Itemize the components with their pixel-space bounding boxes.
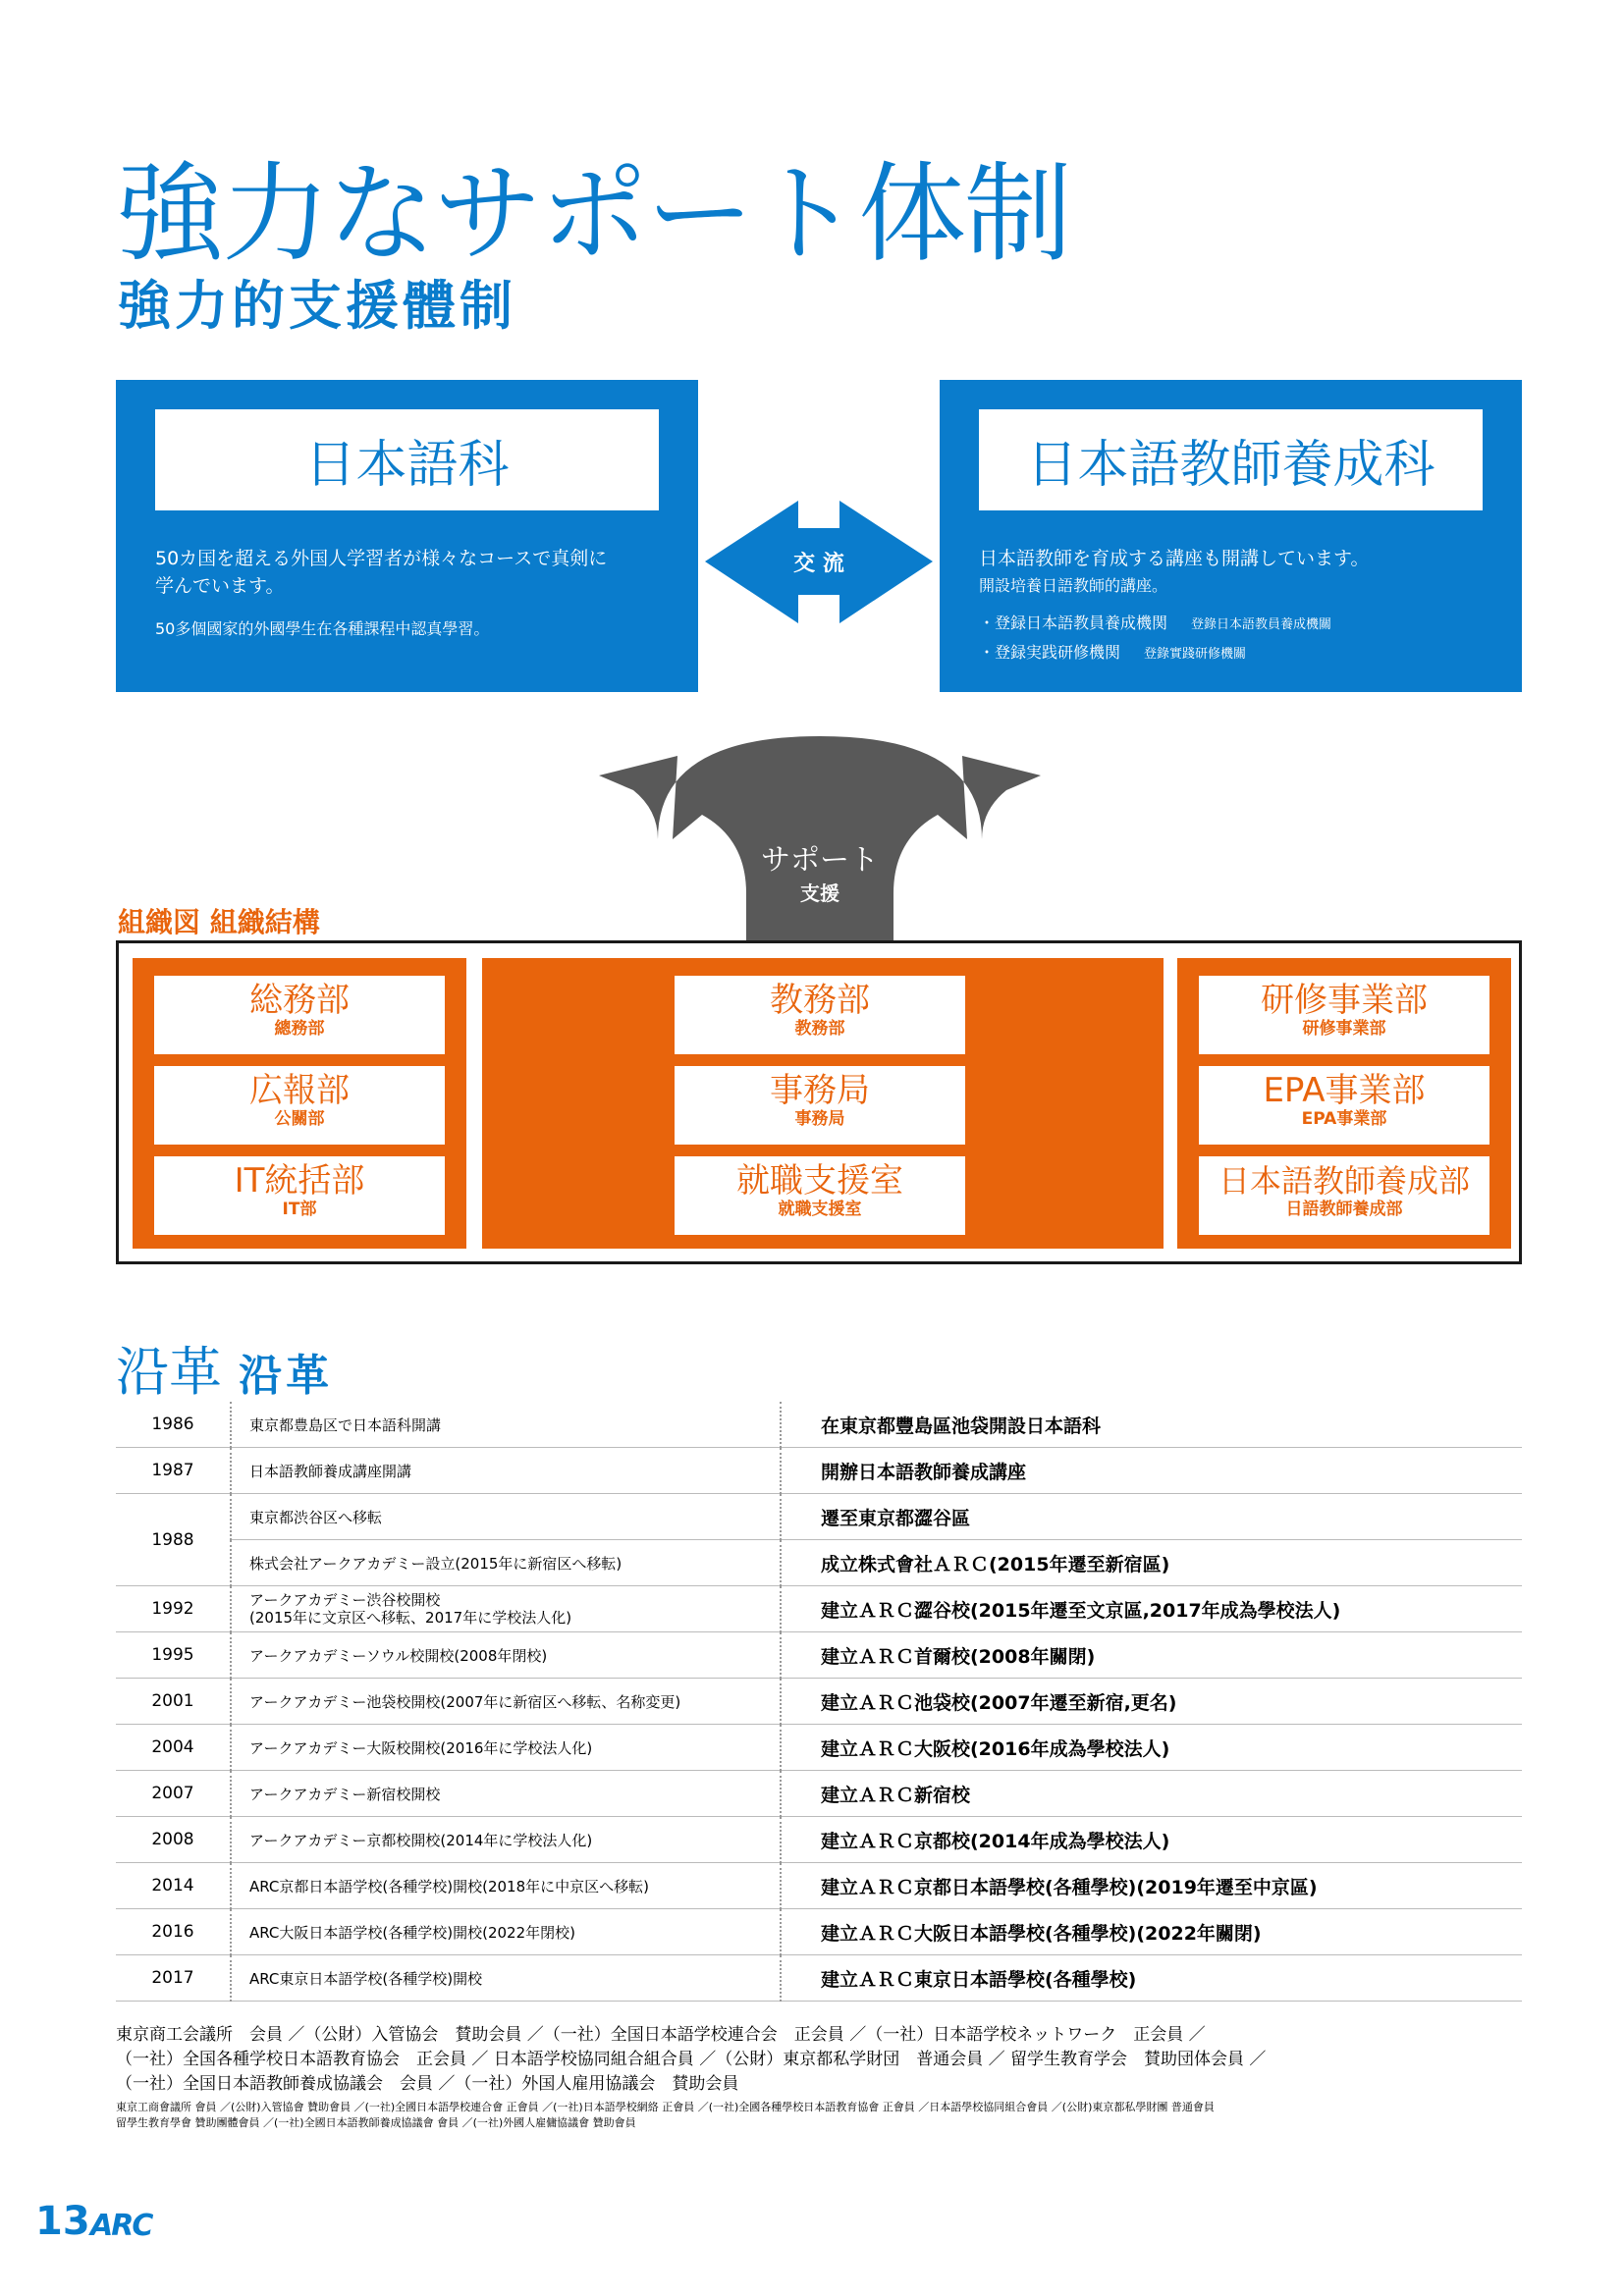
table-row: 2016 ARC大阪日本語学校(各種学校)開校(2022年閉校) 建立ＡＲＣ大阪日本語學校(各種學校)(2022年關閉) [116, 1909, 1522, 1955]
page-number: 13 [35, 2199, 90, 2244]
dept-secretariat: 事務局 事務局 [675, 1066, 965, 1145]
membership-line-1: 東京商工会議所 会員 ／（公財）入管協会 賛助会員 ／（一社）全国日本語学校連合会 正会員 ／（一社）日本語学校ネットワーク 正会員 ／ [116, 2025, 1206, 2045]
table-row: 1992 アークアカデミー渋谷校開校 (2015年に文京区へ移転、2017年に学校法人化) 建立ＡＲＣ澀谷校(2015年遷至文京區,2017年成為學校法人) [116, 1586, 1522, 1632]
table-row: 2004 アークアカデミー大阪校開校(2016年に学校法人化) 建立ＡＲＣ大阪校(2016年成為學校法人) [116, 1725, 1522, 1771]
history-heading: 沿革 沿革 [116, 1341, 334, 1403]
table-row: 1987 日本語教師養成講座開講 開辦日本語教師養成講座 [116, 1448, 1522, 1494]
dept-public-relations: 広報部 公關部 [154, 1066, 445, 1145]
japanese-dept-heading: 日本語科 [155, 409, 659, 510]
table-row: 1995 アークアカデミーソウル校開校(2008年閉校) 建立ＡＲＣ首爾校(2008年關閉) [116, 1632, 1522, 1679]
page-subtitle: 強力的支援體制 [118, 275, 516, 337]
teacher-training-heading: 日本語教師養成科 [979, 409, 1483, 510]
dept-training: 研修事業部 研修事業部 [1199, 976, 1489, 1054]
history-table [116, 1402, 1522, 2002]
arc-logo: ARC [90, 2209, 152, 2243]
membership-line-4: 東京工商會議所 會員 ／(公財)入管協會 贊助會員 ／(一社)全國日本語學校連合會 正會員 ／(一社)日本語學校網絡 正會員 ／(一社)全國各種學校日本語教育協會 正會員 ／日本語學校協同組合會員 ／(公財)東京都私學財團 普通會員 [116, 2101, 1215, 2113]
membership-line-2: （一社）全国各種学校日本語教育協会 正会員 ／ 日本語学校協同組合組合員 ／（公財）東京都私学財団 普通会員 ／ 留学生教育学会 賛助団体会員 ／ [116, 2050, 1267, 2069]
table-row: 2014 ARC京都日本語学校(各種学校)開校(2018年に中京区へ移転) 建立ＡＲＣ京都日本語學校(各種學校)(2019年遷至中京區) [116, 1863, 1522, 1909]
table-row: 株式会社アークアカデミー設立(2015年に新宿区へ移転) 成立株式會社ＡＲＣ(2015年遷至新宿區) [116, 1540, 1522, 1586]
table-row: 2001 アークアカデミー池袋校開校(2007年に新宿区へ移転、名称変更) 建立ＡＲＣ池袋校(2007年遷至新宿,更名) [116, 1679, 1522, 1725]
org-chart-heading: 組織図 組織結構 [118, 906, 320, 938]
membership-line-5: 留學生教育學會 贊助團體會員 ／(一社)全國日本語教師養成協議會 會員 ／(一社)外國人雇傭協議會 贊助會員 [116, 2116, 636, 2129]
table-row: 1988 東京都渋谷区へ移転 遷至東京都澀谷區 [116, 1494, 1522, 1540]
dept-epa: EPA事業部 EPA事業部 [1199, 1066, 1489, 1145]
table-row: 1986 東京都豊島区で日本語科開講 在東京都豐島區池袋開設日本語科 [116, 1402, 1522, 1448]
table-row: 2007 アークアカデミー新宿校開校 建立ＡＲＣ新宿校 [116, 1771, 1522, 1817]
dept-teacher-training: 日本語教師養成部 日語教師養成部 [1199, 1156, 1489, 1235]
teacher-training-text: 日本語教師を育成する講座も開講しています。 開設培養日語教師的講座。 ・登録日本語教員養成機関 登錄日本語教員養成機關 ・登録実践研修機関 登錄實踐研修機關 [979, 548, 1370, 662]
table-row: 2008 アークアカデミー京都校開校(2014年に学校法人化) 建立ＡＲＣ京都校(2014年成為學校法人) [116, 1817, 1522, 1863]
support-label: サポート 支援 [761, 843, 879, 905]
exchange-label: 交 流 [793, 552, 844, 576]
dept-career-support: 就職支援室 就職支援室 [675, 1156, 965, 1235]
dept-it: IT統括部 IT部 [154, 1156, 445, 1235]
japanese-dept-text: 50カ国を超える外国人学習者が様々なコースで真剣に 学んでいます。 50多個國家的外國學生在各種課程中認真學習。 [155, 548, 608, 638]
dept-general-affairs: 総務部 總務部 [154, 976, 445, 1054]
dept-academic: 教務部 教務部 [675, 976, 965, 1054]
japanese-dept-box [116, 380, 698, 692]
table-row: 2017 ARC東京日本語学校(各種学校)開校 建立ＡＲＣ東京日本語學校(各種學校) [116, 1955, 1522, 2002]
membership-line-3: （一社）全国日本語教師養成協議会 会員 ／（一社）外国人雇用協議会 賛助会員 [116, 2074, 739, 2094]
org-chart [116, 940, 1522, 1264]
teacher-training-box [940, 380, 1522, 692]
page-title: 強力なサポート体制 [116, 151, 1070, 277]
